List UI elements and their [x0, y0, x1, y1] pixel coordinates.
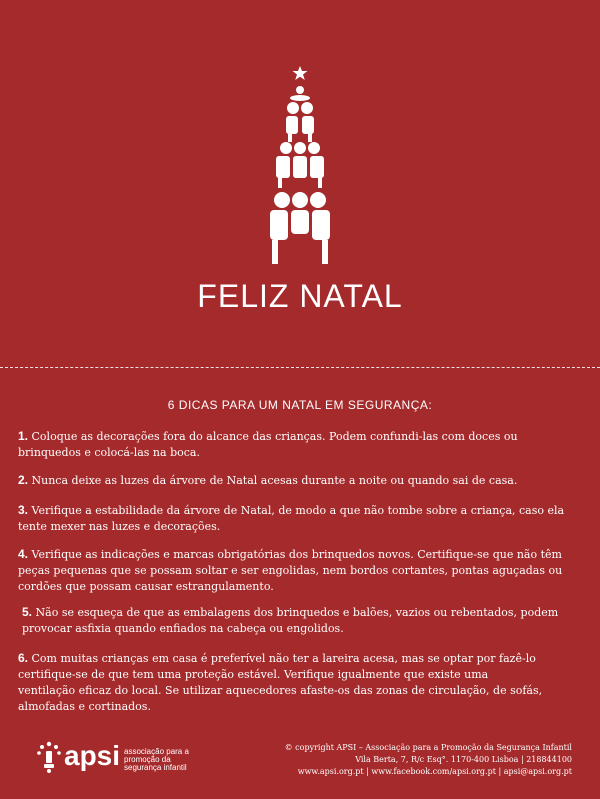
tips-heading: 6 DICAS PARA UM NATAL EM SEGURANÇA: [167, 398, 433, 412]
dashed-divider [0, 367, 600, 368]
tip-number: 6. [18, 651, 29, 665]
tip-number: 5. [22, 605, 33, 619]
apsi-logo-icon [36, 740, 62, 774]
tip-item-1 [18, 428, 578, 461]
children-row-2-icon [276, 142, 324, 188]
page-title: FELIZ NATAL [197, 278, 403, 314]
children-row-3-icon [270, 192, 330, 264]
tip-text: Não se esqueça de que as embalagens dos brinquedos e balões, vazios ou rebentados, podem provocar asfixia quando enfiados na cabeça ou engolidos. [22, 606, 559, 635]
baby-figure-icon [290, 86, 310, 101]
christmas-tree-illustration [260, 60, 340, 270]
star-icon [293, 66, 308, 80]
tip-text: Nunca deixe as luzes da árvore de Natal acesas durante a noite ou quando sai de casa. [31, 474, 518, 487]
tip-number: 3. [18, 503, 29, 517]
copyright-text: © copyright APSI – Associação para a Promoção da Segurança Infantil [284, 743, 572, 752]
tip-text: Verifique a estabilidade da árvore de Natal, de modo a que não tombe sobre a criança, caso ela tente mexer nas luzes e decorações. [18, 504, 565, 533]
address-text: Vila Berta, 7, R/c Esq°. 1170-400 Lisboa | 218844100 [355, 755, 572, 764]
footer-info [212, 742, 572, 778]
children-row-1-icon [286, 102, 314, 142]
tip-number: 2. [18, 473, 29, 487]
tip-text: Com muitas crianças em casa é preferível não ter a lareira acesa, mas se optar por fazê-lo certifique-se de que tem uma proteção estável. Verifique igualmente que existe uma ventilação eficaz do local. Se utilizar aquecedores afaste-os das zonas de circulação, de sofás, almofadas e cortinados. [18, 652, 543, 713]
tip-number: 4. [18, 547, 29, 561]
tip-number: 1. [18, 429, 29, 443]
tip-text: Coloque as decorações fora do alcance das crianças. Podem confundi-las com doces ou brinquedos e colocá-las na boca. [18, 430, 518, 459]
tip-item-4 [18, 546, 578, 595]
logo-tagline: associação para a promoção da segurança infantil [124, 747, 189, 772]
logo-wordmark: apsi [64, 740, 121, 771]
tip-text: Verifique as indicações e marcas obrigatórias dos brinquedos novos. Certifique-se que não têm peças pequenas que se possam soltar e ser engolidas, nem bordos cortantes, pontas aguçadas ou cordões que possam causar estrangulamento. [18, 548, 563, 593]
tip-item-2 [18, 472, 578, 489]
apsi-logo [36, 738, 196, 778]
tip-item-3 [18, 502, 578, 535]
tip-item-6 [18, 650, 548, 715]
tip-item-5 [18, 604, 578, 637]
contact-links[interactable]: www.apsi.org.pt | www.facebook.com/apsi.org.pt | apsi@apsi.org.pt [297, 767, 572, 776]
